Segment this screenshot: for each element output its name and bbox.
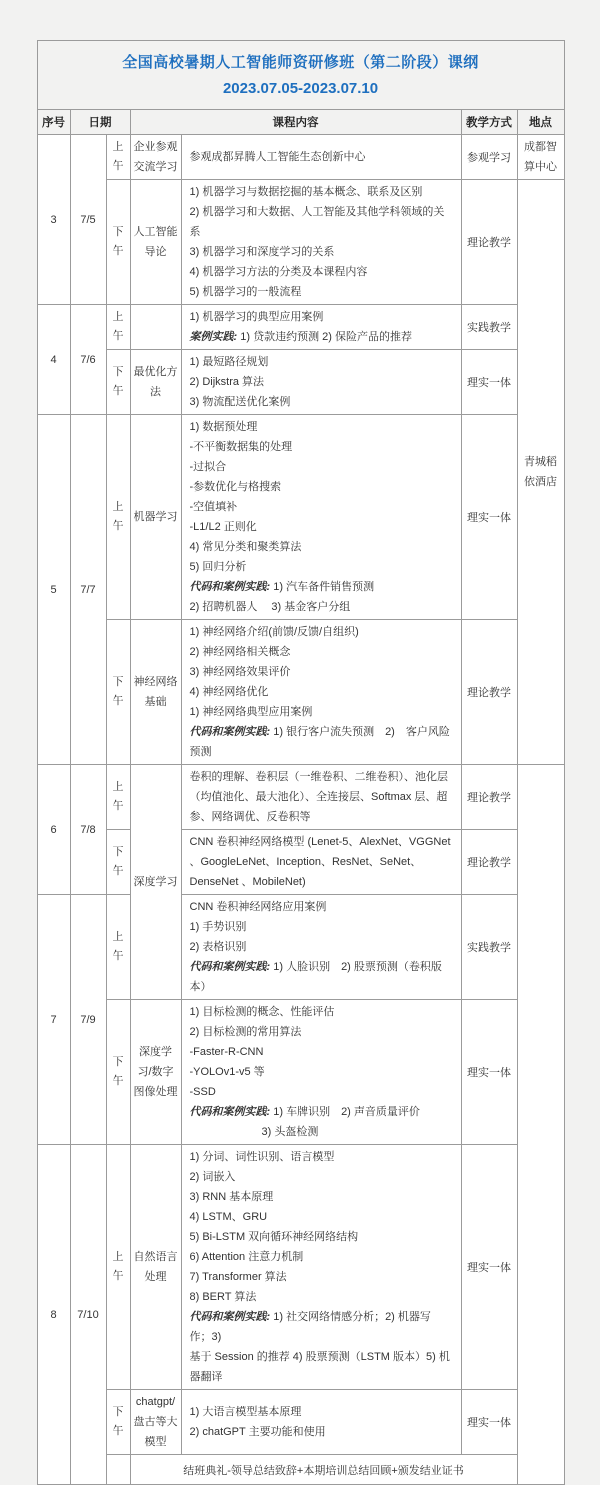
topic-cell xyxy=(130,305,181,350)
practice-label: 案例实践: xyxy=(189,331,238,343)
content-cell: 1) 分词、词性识别、语言模型 2) 词嵌入 3) RNN 基本原理 4) LSTM、GRU 5) Bi-LSTM 双向循环神经网络结构 6) Attention 注意力机制 7) Transformer 算法 8) BERT 算法 代码和案例实践: 1) 社交网络情感分析；2) 机器写作；3) 基于 Session 的推荐 4) 股票预测（LSTM 版本）5) 机器翻译 xyxy=(181,1145,461,1390)
column-header-row xyxy=(37,110,564,135)
index-cell: 4 xyxy=(37,305,70,415)
practice-label: 代码和案例实践: xyxy=(189,961,271,973)
col-header-content: 课程内容 xyxy=(130,110,461,135)
period-cell: 下 午 xyxy=(106,1390,130,1455)
date-cell: 7/5 xyxy=(70,135,106,305)
topic-cell: 深度学习 xyxy=(130,765,181,1000)
topic-cell: 人工智能导论 xyxy=(130,180,181,305)
topic-cell: 深度学习/数字图像处理 xyxy=(130,1000,181,1145)
period-cell: 上 午 xyxy=(106,895,130,1000)
topic-cell: 最优化方法 xyxy=(130,350,181,415)
schedule-table xyxy=(37,40,565,1485)
col-header-date: 日期 xyxy=(70,110,130,135)
method-cell: 理实一体 xyxy=(461,1145,517,1390)
content-cell: 1) 数据预处理 -不平衡数据集的处理 -过拟合 -参数优化与格搜索 -空值填补 -L1/L2 正则化 4) 常见分类和聚类算法 5) 回归分析 代码和案例实践: 1) 汽车备件销售预测 2) 招聘机器人 3) 基金客户分组 xyxy=(181,415,461,620)
page-subtitle: 2023.07.05-2023.07.10 xyxy=(222,80,379,97)
content-cell: 1) 目标检测的概念、性能评估 2) 目标检测的常用算法 -Faster-R-CNN -YOLOv1-v5 等 -SSD 代码和案例实践: 1) 车牌识别 2) 声音质量评价 3) 头盔检测 xyxy=(181,1000,461,1145)
index-cell: 6 xyxy=(37,765,70,895)
method-cell: 理实一体 xyxy=(461,415,517,620)
topic-cell: 神经网络基础 xyxy=(130,620,181,765)
practice-label: 代码和案例实践: xyxy=(189,1311,271,1323)
method-cell: 理论教学 xyxy=(461,620,517,765)
topic-cell: 自然语言处理 xyxy=(130,1145,181,1390)
period-cell: 下 午 xyxy=(106,1000,130,1145)
course-outline-sheet xyxy=(37,40,564,1485)
content-cell: 1) 机器学习与数据挖掘的基本概念、联系及区别 2) 机器学习和大数据、人工智能及其他学科领域的关系 3) 机器学习和深度学习的关系 4) 机器学习方法的分类及本课程内容 5) 机器学习的一般流程 xyxy=(181,180,461,305)
location-cell: 成都智算中心 xyxy=(517,135,564,180)
method-cell: 理论教学 xyxy=(461,830,517,895)
index-cell: 8 xyxy=(37,1145,70,1485)
content-cell: 1) 机器学习的典型应用案例 案例实践: 1) 贷款违约预测 2) 保险产品的推荐 xyxy=(181,305,461,350)
schedule-row xyxy=(37,415,564,620)
col-header-index: 序号 xyxy=(37,110,70,135)
practice-label: 代码和案例实践: xyxy=(189,581,271,593)
schedule-row xyxy=(37,135,564,180)
content-cell: CNN 卷积神经网络模型 (Lenet-5、AlexNet、VGGNet 、GoogleLeNet、Inception、ResNet、SeNet、DenseNet 、MobileNet) xyxy=(181,830,461,895)
schedule-row xyxy=(37,1000,564,1145)
schedule-row xyxy=(37,620,564,765)
schedule-row xyxy=(37,1390,564,1455)
method-cell: 理论教学 xyxy=(461,765,517,830)
date-cell: 7/6 xyxy=(70,305,106,415)
content-cell: 卷积的理解、卷积层（一维卷积、二维卷积）、池化层（均值池化、最大池化）、全连接层、Softmax 层、超参、网络调优、反卷积等 xyxy=(181,765,461,830)
col-header-location: 地点 xyxy=(517,110,564,135)
period-cell: 上 午 xyxy=(106,305,130,350)
schedule-row xyxy=(37,350,564,415)
period-cell: 上 午 xyxy=(106,135,130,180)
col-header-method: 教学方式 xyxy=(461,110,517,135)
topic-cell: 企业参观交流学习 xyxy=(130,135,181,180)
method-cell: 理实一体 xyxy=(461,1000,517,1145)
location-cell xyxy=(517,765,564,1485)
method-cell: 理实一体 xyxy=(461,1390,517,1455)
index-cell: 5 xyxy=(37,415,70,765)
schedule-row xyxy=(37,1455,564,1485)
ceremony-cell: 结班典礼-领导总结致辞+本期培训总结回顾+颁发结业证书 xyxy=(130,1455,517,1485)
schedule-row xyxy=(37,1145,564,1390)
title-cell xyxy=(37,41,564,110)
schedule-row xyxy=(37,180,564,305)
period-cell: 上 午 xyxy=(106,1145,130,1390)
period-cell xyxy=(106,1455,130,1485)
date-cell: 7/8 xyxy=(70,765,106,895)
method-cell: 参观学习 xyxy=(461,135,517,180)
period-cell: 下 午 xyxy=(106,350,130,415)
schedule-row xyxy=(37,830,564,895)
topic-cell: 机器学习 xyxy=(130,415,181,620)
method-cell: 理论教学 xyxy=(461,180,517,305)
method-cell: 实践教学 xyxy=(461,895,517,1000)
period-cell: 下 午 xyxy=(106,180,130,305)
method-cell: 实践教学 xyxy=(461,305,517,350)
page-title: 全国高校暑期人工智能师资研修班（第二阶段）课纲 xyxy=(122,54,479,71)
date-cell: 7/7 xyxy=(70,415,106,765)
schedule-row xyxy=(37,305,564,350)
title-row xyxy=(37,41,564,110)
content-cell: CNN 卷积神经网络应用案例 1) 手势识别 2) 表格识别 代码和案例实践: 1) 人脸识别 2) 股票预测（卷积版本） xyxy=(181,895,461,1000)
method-cell: 理实一体 xyxy=(461,350,517,415)
index-cell: 7 xyxy=(37,895,70,1145)
content-cell: 1) 神经网络介绍(前馈/反馈/自组织) 2) 神经网络相关概念 3) 神经网络效果评价 4) 神经网络优化 1) 神经网络典型应用案例 代码和案例实践: 1) 银行客户流失预测 2) 客户风险预测 xyxy=(181,620,461,765)
practice-label: 代码和案例实践: xyxy=(189,726,271,738)
schedule-row xyxy=(37,765,564,830)
location-cell: 青城稻依酒店 xyxy=(517,180,564,765)
topic-cell: chatgpt/盘古等大模型 xyxy=(130,1390,181,1455)
date-cell: 7/10 xyxy=(70,1145,106,1485)
period-cell: 上 午 xyxy=(106,415,130,620)
content-cell: 1) 最短路径规划 2) Dijkstra 算法 3) 物流配送优化案例 xyxy=(181,350,461,415)
content-cell: 参观成都昇腾人工智能生态创新中心 xyxy=(181,135,461,180)
date-cell: 7/9 xyxy=(70,895,106,1145)
period-cell: 下 午 xyxy=(106,830,130,895)
period-cell: 上 午 xyxy=(106,765,130,830)
period-cell: 下 午 xyxy=(106,620,130,765)
practice-label: 代码和案例实践: xyxy=(189,1106,271,1118)
content-cell: 1) 大语言模型基本原理 2) chatGPT 主要功能和使用 xyxy=(181,1390,461,1455)
index-cell: 3 xyxy=(37,135,70,305)
schedule-row xyxy=(37,895,564,1000)
